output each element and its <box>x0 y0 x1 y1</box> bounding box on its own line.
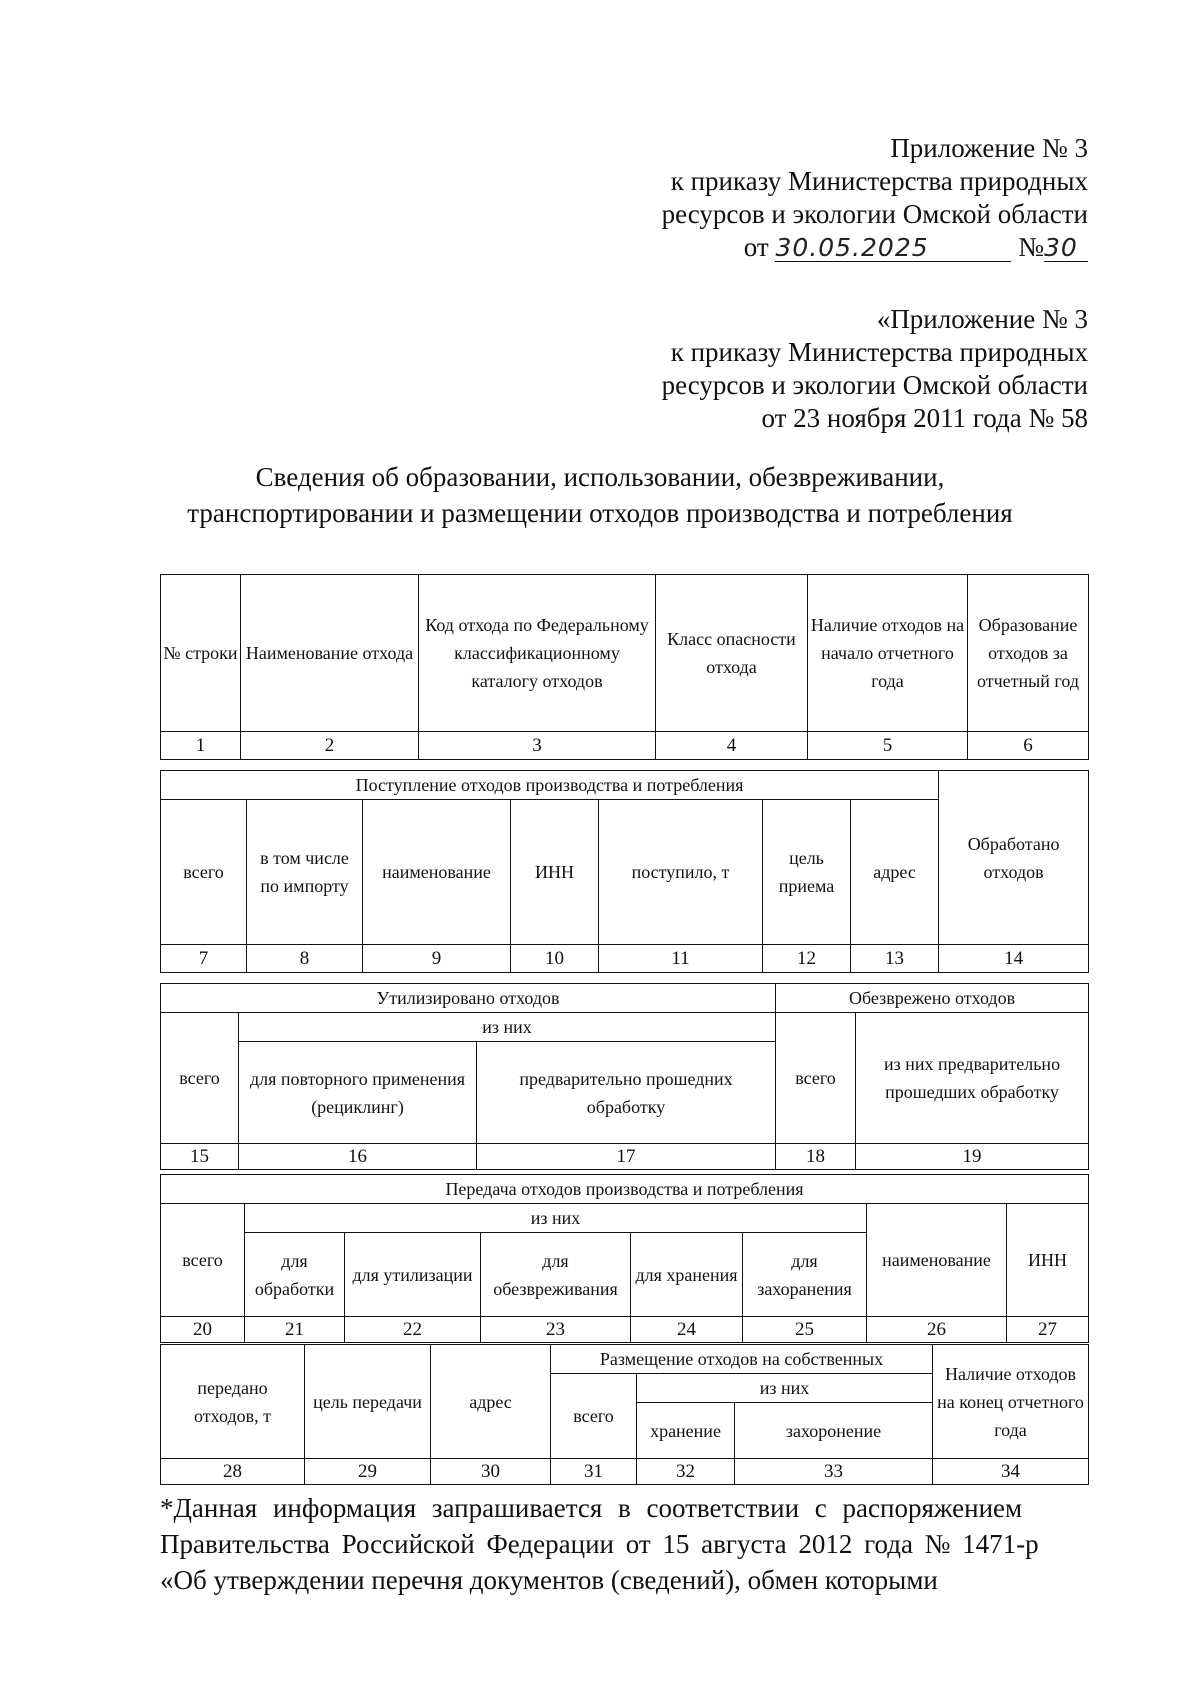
column-number: 14 <box>939 945 1089 973</box>
handwritten-date: 30.05.2025 <box>775 235 1011 262</box>
col-header: Наличие отходов на начало отчетного года <box>808 575 968 732</box>
orig-header-line1: «Приложение № 3 <box>876 304 1088 334</box>
col-header-burial: захоронение <box>735 1403 933 1459</box>
table-waste-transfer <box>160 1174 1089 1343</box>
orig-header-line2: к приказу Министерства природных <box>670 337 1088 367</box>
date-prefix: от <box>743 232 769 262</box>
table-waste-utilization <box>160 983 1089 1170</box>
col-header-total: всего <box>161 1204 245 1317</box>
column-number: 32 <box>637 1459 735 1485</box>
header-line2: к приказу Министерства природных <box>670 166 1088 196</box>
column-number: 18 <box>776 1144 856 1170</box>
col-header-end-balance: Наличие отходов на конец отчетного года <box>933 1345 1089 1459</box>
column-number: 8 <box>247 945 363 973</box>
column-number: 28 <box>161 1459 305 1485</box>
col-header: в том числе по импорту <box>247 800 363 945</box>
column-number-row <box>161 732 1089 760</box>
column-number: 5 <box>808 732 968 760</box>
col-header-preprocessed: предварительно прошедних обработку <box>477 1042 776 1144</box>
column-number: 3 <box>419 732 656 760</box>
header-line1: Приложение № 3 <box>890 133 1088 163</box>
group-header-neutralized: Обезврежено отходов <box>776 984 1089 1013</box>
column-number: 25 <box>743 1317 867 1343</box>
subgroup-of-them: из них <box>245 1204 867 1233</box>
column-number: 24 <box>631 1317 743 1343</box>
column-number: 27 <box>1007 1317 1089 1343</box>
footnote-line2: Правительства Российской Федерации от 15 августа 2012 года № 1471-р <box>160 1529 1039 1559</box>
col-header: Код отхода по Федеральному классификационному каталогу отходов <box>419 575 656 732</box>
column-number: 23 <box>481 1317 631 1343</box>
column-number: 20 <box>161 1317 245 1343</box>
column-number-row <box>161 945 1089 973</box>
table-waste-receipt <box>160 770 1089 973</box>
header-line3: ресурсов и экологии Омской области <box>661 199 1088 229</box>
col-header-address: адрес <box>431 1345 551 1459</box>
col-header: для обезвреживания <box>481 1233 631 1317</box>
column-number: 21 <box>245 1317 345 1343</box>
column-number: 7 <box>161 945 247 973</box>
col-header: адрес <box>851 800 939 945</box>
col-header: для обработки <box>245 1233 345 1317</box>
column-number: 10 <box>511 945 599 973</box>
col-header: поступило, т <box>599 800 763 945</box>
table-header-row <box>161 575 1089 732</box>
col-header-total2: всего <box>776 1013 856 1144</box>
group-header-utilized: Утилизировано отходов <box>161 984 776 1013</box>
column-number: 1 <box>161 732 241 760</box>
column-number: 31 <box>551 1459 637 1485</box>
handwritten-number: 30 <box>1044 235 1088 262</box>
col-header: Образование отходов за отчетный год <box>968 575 1089 732</box>
column-number: 9 <box>363 945 511 973</box>
group-header-transfer: Передача отходов производства и потребления <box>161 1175 1089 1204</box>
col-header-total: всего <box>161 1013 239 1144</box>
column-number: 34 <box>933 1459 1089 1485</box>
column-number: 33 <box>735 1459 933 1485</box>
col-header: Наименование отхода <box>241 575 419 732</box>
title-line2: транспортировании и размещении отходов производства и потребления <box>187 498 1013 528</box>
footnote-line1: *Данная информация запрашивается в соответствии с распоряжением <box>160 1493 1023 1523</box>
col-header: наименование <box>363 800 511 945</box>
col-header-inn: ИНН <box>1007 1204 1089 1317</box>
col-header: для захоранения <box>743 1233 867 1317</box>
col-header-neutralized-preprocessed: из них предварительно прошедших обработку <box>856 1013 1089 1144</box>
column-number: 15 <box>161 1144 239 1170</box>
footnote <box>160 1490 1088 1598</box>
col-header-purpose: цель передачи <box>305 1345 431 1459</box>
table-waste-placement <box>160 1344 1089 1485</box>
orig-header-line3: ресурсов и экологии Омской области <box>661 370 1088 400</box>
group-header-receipt: Поступление отходов производства и потребления <box>161 771 939 800</box>
column-number: 16 <box>239 1144 477 1170</box>
column-number: 11 <box>599 945 763 973</box>
footnote-line3: «Об утверждении перечня документов (сведений), обмен которыми <box>160 1565 938 1595</box>
processed-header: Обработано отходов <box>939 771 1089 945</box>
column-number: 2 <box>241 732 419 760</box>
approval-header <box>662 132 1088 264</box>
column-number: 29 <box>305 1459 431 1485</box>
column-number: 22 <box>345 1317 481 1343</box>
col-header: ИНН <box>511 800 599 945</box>
document-title <box>0 459 1200 531</box>
col-header: для утилизации <box>345 1233 481 1317</box>
column-number: 6 <box>968 732 1089 760</box>
col-header-total: всего <box>551 1374 637 1459</box>
column-number: 19 <box>856 1144 1089 1170</box>
col-header-transferred: передано отходов, т <box>161 1345 305 1459</box>
column-number-row <box>161 1144 1089 1170</box>
subgroup-of-them: из них <box>637 1374 933 1403</box>
column-number: 13 <box>851 945 939 973</box>
col-header: всего <box>161 800 247 945</box>
column-number-row <box>161 1317 1089 1343</box>
subgroup-of-them: из них <box>239 1013 776 1042</box>
col-header-storage: хранение <box>637 1403 735 1459</box>
column-number: 12 <box>763 945 851 973</box>
orig-header-line4: от 23 ноября 2011 года № 58 <box>761 403 1088 433</box>
original-header <box>662 303 1088 435</box>
col-header: для хранения <box>631 1233 743 1317</box>
col-header: цель приема <box>763 800 851 945</box>
group-header-placement: Размещение отходов на собственных <box>551 1345 933 1374</box>
col-header: Класс опасности отхода <box>656 575 808 732</box>
col-header-recycling: для повторного применения (рециклинг) <box>239 1042 477 1144</box>
col-header-name: наименование <box>867 1204 1007 1317</box>
column-number: 30 <box>431 1459 551 1485</box>
title-line1: Сведения об образовании, использовании, обезвреживании, <box>255 462 945 492</box>
column-number: 4 <box>656 732 808 760</box>
column-number: 17 <box>477 1144 776 1170</box>
column-number: 26 <box>867 1317 1007 1343</box>
table-waste-info <box>160 574 1089 760</box>
header-date-line <box>662 231 1088 264</box>
col-header: № строки <box>161 575 241 732</box>
number-prefix: № <box>1018 232 1044 262</box>
column-number-row <box>161 1459 1089 1485</box>
